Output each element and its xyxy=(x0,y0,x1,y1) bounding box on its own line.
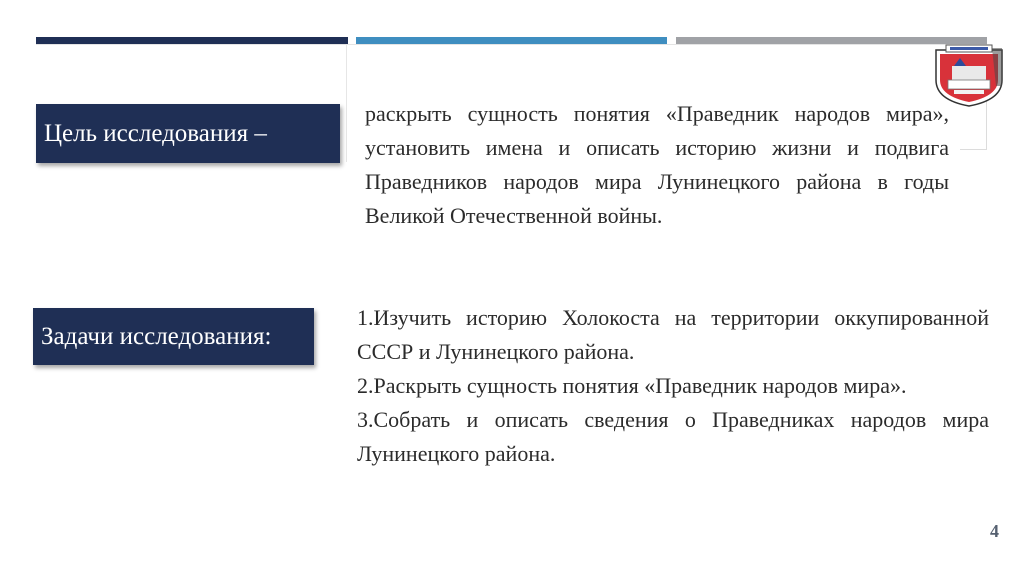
frame-line-side xyxy=(346,44,347,162)
tasks-list xyxy=(357,301,989,471)
frame-line-top xyxy=(36,44,987,45)
frame-line-bottom xyxy=(960,149,987,150)
tasks-label-box xyxy=(33,308,314,365)
tasks-label: Задачи исследования: xyxy=(41,322,272,350)
top-bar-blue xyxy=(356,37,667,44)
top-bar-dark xyxy=(36,37,348,44)
task-item: 2.Раскрыть сущность понятия «Праведник народов мира». xyxy=(357,373,907,398)
task-item: 1.Изучить историю Холокоста на территории оккупированной СССР и Лунинецкого района. xyxy=(357,305,989,364)
task-item: 3.Собрать и описать сведения о Праведниках народов мира Лунинецкого района. xyxy=(357,407,989,466)
goal-label-box xyxy=(36,104,340,163)
goal-text: раскрыть сущность понятия «Праведник народов мира», установить имена и описать историю жизни и подвига Праведников народов мира Лунинецкого района в годы Великой Отечественной войны. xyxy=(365,101,949,228)
page-number: 4 xyxy=(990,521,999,541)
goal-label: Цель исследования – xyxy=(44,119,267,147)
